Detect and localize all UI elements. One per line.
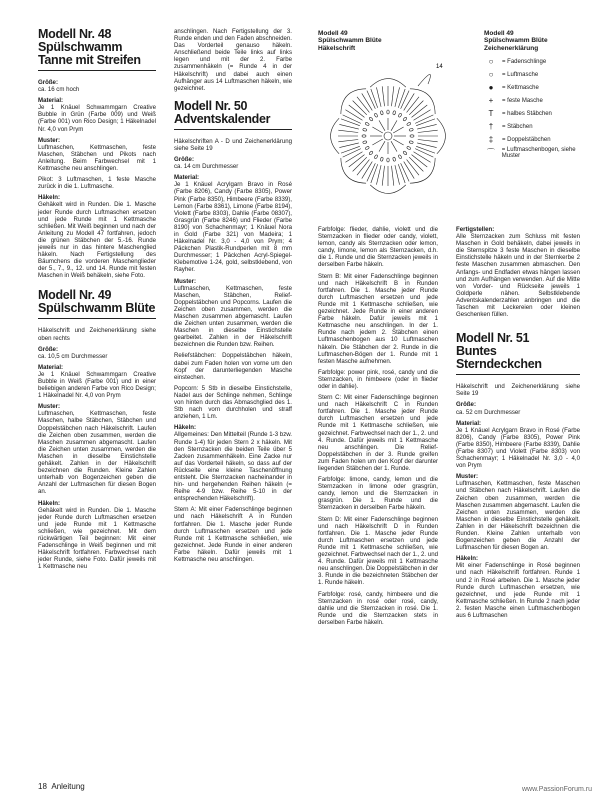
paragraph: Farbfolge: flieder, dahlie, violett und die Sternzacken in flieder oder candy, violett, lemon, candy als Sternzacken oder lemon, candy, limone, lemon als Sternzacken, d.h. die 1. Runde und die Sternzacken jeweils in derselben Farbe häkeln. bbox=[318, 226, 438, 269]
petal-stitch bbox=[404, 162, 414, 179]
chain-mark bbox=[409, 128, 413, 131]
chain-mark bbox=[406, 146, 411, 150]
petal-stitch bbox=[357, 160, 369, 176]
material: Material: Je 1 Knäuel Schwammgarn Creative Bubble in Grün (Farbe 009) und Weiß (Farbe 001) von Rico Design; 1 Häkelnadel Nr. 4,0 von Prym bbox=[38, 97, 156, 133]
material: Material: Je 1 Knäuel Schwammgarn Creative Bubble in Weiß (Farbe 001) und in einer beliebigen anderen Farbe von Rico Design; 1 Häkelnadel Nr. 4,0 von Prym bbox=[38, 363, 156, 400]
page-number: 18 bbox=[38, 782, 47, 791]
petal-stitch bbox=[338, 130, 358, 132]
petal-stitch bbox=[409, 157, 423, 171]
paragraph: Farbfolge: power pink, rosé, candy und die Sternzacken, in himbeere (oder in flieder oder in dahlie). bbox=[318, 368, 438, 390]
crochet: Häkeln: Allgemeines: Den Mittelteil (Runde 1-3 bzw. Runde 1-4) für jeden Stern 2 x häkeln. Mit den Sternzacken die beiden Teile über 5 Zacken zusammenhäkeln. Eine Zacke nur auf das Vorderteil häkeln, so dass auf der Rückseite eine kleine Taschenöffnung entsteht. Die Sternzacken nacheinander in hin- und hergehenden Reihen häkeln (= Reihe 4-9 bzw. Reihe 5-10 in der entsprechenden Häkelschrift). bbox=[174, 424, 292, 503]
petal-stitch bbox=[395, 87, 400, 106]
hanger-count: 14 bbox=[436, 64, 443, 70]
legend-item bbox=[484, 120, 594, 133]
legend-item bbox=[484, 133, 594, 146]
legend-symbol-icon: ● bbox=[488, 83, 494, 93]
title-line: Spülschwamm Blüte bbox=[484, 37, 548, 45]
title-line: Spülschwamm Blüte bbox=[318, 37, 382, 45]
legend-symbol-icon: ○ bbox=[488, 70, 494, 80]
pattern: Muster: Luftmaschen, Kettmaschen, feste Maschen, Stäbchen und Pikots nach Anleitung. Beim Farbwechsel mit 1 Kettmasche neu anschlingen. bbox=[38, 136, 156, 173]
model-49-title bbox=[38, 289, 156, 319]
petal-stitch bbox=[401, 163, 409, 181]
legend-item bbox=[484, 94, 594, 107]
chain-mark bbox=[398, 154, 402, 159]
legend-items bbox=[484, 55, 594, 159]
title-line: Buntes Sterndeckchen bbox=[456, 344, 542, 372]
paragraph: Farbfolge: rosé, candy, himbeere und die Sternzacken in rosé oder rosé, candy, dahlie und die Sternzacken in rosé. Die 1. Runde und die Sternzacken stets in derselben Farbe häkeln. bbox=[318, 590, 438, 626]
flower-chart bbox=[318, 56, 478, 211]
popcorn: Popcorn: 5 Stb in dieselbe Einstichstelle, Nadel aus der Schlinge nehmen, Schlinge von hinten durch das Abmaschglied des 1. Stb nach vorn durchholen und straff anziehen, 1 Lm. bbox=[174, 384, 292, 421]
petal-stitch bbox=[353, 101, 367, 115]
watermark: www.PassionForum.ru bbox=[521, 786, 592, 793]
diagram-title bbox=[318, 30, 478, 52]
legend-text: = Stäbchen bbox=[502, 123, 533, 130]
page-footer bbox=[38, 782, 85, 791]
petal-edge bbox=[331, 118, 340, 154]
petal-stitch bbox=[343, 115, 361, 123]
title-line: Spülschwamm Blüte bbox=[38, 301, 156, 316]
petal-stitch bbox=[414, 152, 431, 162]
petal-stitch bbox=[349, 155, 365, 167]
finishing: Fertigstellen: Alle Sternzacken zum Schluss mit festen Maschen in Gold behäkeln, dabei jeweils in die Sternspitze 3 feste Maschen in dieselbe Einstichstelle häkeln und in der Sternkerbe 2 feste Maschen zusammen abmaschen. Den Anfangs- und Endfaden etwas hängen lassen und zum Aufhängen verwenden. Auf die Mitte von Vorder- und Rückseite jeweils 1 Goldperle nähen. Selbstklebende Adventskalenderzahlen anbringen und die Taschen mit Leckereien oder kleinen Geschenken füllen. bbox=[456, 226, 580, 319]
legend-text: = Doppelstäbchen bbox=[502, 136, 551, 143]
petal-stitch bbox=[345, 110, 362, 120]
title-line: Zeichenerklärung bbox=[484, 44, 539, 52]
chain-mark bbox=[365, 122, 370, 126]
petal-stitch bbox=[416, 146, 435, 153]
legend-text: = Fadenschlinge bbox=[502, 58, 547, 65]
stitch-mark bbox=[379, 120, 385, 130]
chain-mark bbox=[369, 151, 374, 156]
title-line: Modell Nr. 51 bbox=[456, 331, 530, 346]
petal-stitch bbox=[412, 155, 428, 167]
picot: Pikot: 3 Luftmaschen, 1 feste Masche zurück in die 1. Luftmasche. bbox=[38, 176, 156, 191]
hanger-loop bbox=[418, 74, 430, 86]
legend-symbol-icon: † bbox=[488, 122, 494, 132]
stitch-mark bbox=[391, 120, 397, 130]
petal-stitch bbox=[376, 87, 381, 106]
paragraph: Stern C: Mit einer Fadenschlinge beginnen und nach Häkelschrift C in Runden fortfahren. Die 1. Masche jeder Runde durch Luftmaschen ersetzen und jede Runde mit 1 Kettmasche schließen, wie gezeichnet. Farbwechsel nach der 1., 2. und 4. Runde. Dafür jeweils mit 1 Kettmasche neu anschlingen. Die Relief-Doppelstäbchen in der 3. Runde greifen zum Faden holen um den Kopf der darunter liegenden Stäbchen der 1. Runde. bbox=[318, 394, 438, 472]
petal-stitch bbox=[398, 164, 405, 183]
column-4 bbox=[456, 226, 580, 623]
petal-stitch bbox=[401, 91, 409, 109]
chain-mark bbox=[409, 141, 413, 144]
petal-stitch bbox=[416, 119, 435, 126]
relief: Reliefstäbchen: Doppelstäbchen häkeln, dabei zum Faden holen von vorne um den Kopf der darunterliegenden Masche einstechen. bbox=[174, 352, 292, 381]
chain-mark bbox=[380, 111, 383, 115]
chain-mark bbox=[403, 151, 408, 156]
title-line: Modell 49 bbox=[318, 30, 348, 37]
chain-mark bbox=[410, 135, 414, 137]
material: Material: Je 1 Knäuel Acrylgarn Bravo in Rosé (Farbe 8206), Candy (Farbe 8305), Power Pink (Farbe 8350), Himbeere (Farbe 8339), Dahlie (Farbe 8307) und Violett (Farbe 8303) von Schachenmayr; 1 Häkelnadel Nr. 3,0 - 4,0 von Prym bbox=[456, 419, 580, 470]
chain-mark bbox=[362, 135, 366, 137]
legend-symbol-icon: ⌒ bbox=[486, 148, 495, 158]
petal-edge bbox=[437, 118, 446, 154]
stitch-mark bbox=[379, 141, 385, 151]
petal-stitch bbox=[415, 115, 433, 123]
subtitle: Häkelschriften A - D und Zeichenerklärung siehe Seite 19 bbox=[174, 137, 292, 152]
center-ring bbox=[384, 132, 392, 140]
chain-mark bbox=[403, 117, 408, 122]
size: Größe: ca. 16 cm hoch bbox=[38, 79, 80, 94]
petal-stitch bbox=[407, 160, 419, 176]
column-2 bbox=[174, 28, 292, 567]
column-3 bbox=[318, 226, 438, 630]
model-48-title bbox=[38, 28, 156, 71]
petal-stitch bbox=[339, 143, 358, 148]
legend-item bbox=[484, 55, 594, 68]
chain-mark bbox=[374, 113, 378, 118]
petal-edge bbox=[370, 79, 406, 88]
crochet: Häkeln: Gehäkelt wird in Runden. Die 1. Masche jeder Runde durch Luftmaschen ersetzen und jede Runde mit 1 Kettmasche schließen. Mit Weiß beginnen und nach der Anleitung zu Modell 47 fortfahren, jedoch die grünen Stäbchen der 5.-16. Runde jeweils nur in das hintere Maschenglied häkeln. Nach Fertigstellung des Bäumchens die vorderen Maschenglieder der 5., 7., 9., 12. und 14. Runde mit festen Maschen in Weiß behäkeln, siehe Foto. bbox=[38, 194, 156, 280]
legend-title bbox=[484, 30, 594, 52]
petal-stitch bbox=[367, 91, 375, 109]
legend-item bbox=[484, 68, 594, 81]
petal-stitch bbox=[362, 162, 372, 179]
chain-mark bbox=[398, 113, 402, 118]
title-line: Spülschwamm bbox=[38, 40, 123, 54]
petal-stitch bbox=[371, 89, 378, 108]
title-line: Tanne mit Streifen bbox=[38, 53, 141, 67]
petal-stitch bbox=[391, 86, 393, 106]
petal-stitch bbox=[404, 93, 414, 110]
paragraph: Farbfolge: limone, candy, lemon und die Sternzacken in limone oder grasgrün, candy, lemon und die Sternzacken in grasgrün. Die 1. Runde und die Sternzacken in derselben Farbe häkeln. bbox=[318, 476, 438, 512]
pattern: Muster: Luftmaschen, Kettmaschen, feste Maschen und Stäbchen nach Häkelschrift. Laufen die Zeichen oben zusammen, werden die Maschen zusammen abgemascht. Laufen die Zeichen unten zusammen, werden die Maschen in dieselbe Einstichstelle gehäkelt. Zahlen in der Häkelschrift bezeichnen die Runden. Kleine Zahlen unterhalb von Bogenzeichen geben die Anzahl der Luftmaschen für diesen Bogen an. bbox=[456, 473, 580, 552]
stitch-mark bbox=[372, 127, 382, 133]
stitch-mark bbox=[393, 127, 403, 133]
legend-item bbox=[484, 81, 594, 94]
petal-stitch bbox=[338, 139, 358, 141]
chain-mark bbox=[365, 146, 370, 150]
petal-stitch bbox=[376, 165, 381, 184]
petal-stitch bbox=[398, 89, 405, 108]
crochet: Häkeln: Mit einer Fadenschlinge in Rosé beginnen und nach Häkelschrift fortfahren. Runde 1 und 2 in Rosé arbeiten. Die 1. Masche jeder Runde durch Luftmaschen ersetzen, wie gezeichnet, und jede Runde mit 1 Kettmasche schließen. In Runde 2 nach jeder 2. festen Masche einen Luftmaschenbogen aus 6 Luftmaschen bbox=[456, 555, 580, 620]
legend-item bbox=[484, 146, 594, 159]
chain-mark bbox=[387, 158, 389, 162]
petal-stitch bbox=[382, 86, 384, 106]
legend-symbol-icon: ‡ bbox=[488, 135, 494, 145]
petal-stitch bbox=[412, 105, 428, 117]
pattern: Muster: Luftmaschen, Kettmaschen, feste Maschen, halbe Stäbchen, Stäbchen und Doppelstäbchen nach Häkelschrift. Laufen die Zeichen oben zusammen, werden die Maschen zusammen abgemascht. Laufen die Zeichen unten zusammen, werden die Maschen in dieselbe Einstichstelle gehäkelt. Zahlen in der Häkelschrift bezeichnen die Runden. Kleine Zahlen unterhalb von Bogenzeichen geben die Anzahl der Luftmaschen für diesen Bogen an. bbox=[38, 403, 156, 496]
legend-text: = feste Masche bbox=[502, 97, 543, 104]
subtitle: Häkelschrift und Zeichenerklärung siehe Seite 19 bbox=[456, 383, 580, 398]
petal-stitch bbox=[415, 149, 433, 157]
size: Größe: ca. 14 cm Durchmesser bbox=[174, 156, 239, 171]
petal-stitch bbox=[349, 105, 365, 117]
legend-symbol-icon: + bbox=[488, 96, 494, 106]
legend-text: = Kettmasche bbox=[502, 84, 539, 91]
stitch-mark bbox=[393, 139, 403, 145]
legend-text: = Luftmaschenbogen, siehe Muster bbox=[501, 146, 576, 159]
petal-stitch bbox=[391, 166, 393, 186]
petal-stitch bbox=[353, 157, 367, 171]
paragraph: Stern D: Mit einer Fadenschlinge beginnen und nach Häkelschrift D in Runden fortfahren. Die 1. Masche jeder Runde durch Luftmaschen ersetzen und jede Runde mit 1 Kettmasche schließen, wie gezeichnet. Farbwechsel nach der 1., 2. und 4. Runde. Dafür jeweils mit 1 Kettmasche neu anschlingen. Die Doppelstäbchen in der 3. Runde in die bezeichneten Stäbchen der 1. Runde häkeln. bbox=[318, 515, 438, 587]
title-line: Modell Nr. 50 bbox=[174, 98, 248, 113]
pattern: Muster: Luftmaschen, Kettmaschen, feste Maschen, Stäbchen, Relief-Doppelstäbchen und Popcorns. Laufen die Zeichen oben zusammen, werden die Maschen zusammen abgemascht. Laufen die Zeichen unten zusammen, werden die Maschen in dieselbe Einstichstelle gearbeitet. Zahlen in der Häkelschrift bezeichnen die Runden bzw. Reihen. bbox=[174, 277, 292, 349]
petal-stitch bbox=[417, 143, 436, 148]
paragraph: Stern B: Mit einer Fadenschlinge beginnen und nach Häkelschrift B in Runden fortfahren. Die 1. Masche jeder Runde durch Luftmaschen ersetzen und jede Runde mit 1 Kettmasche schließen, wie gezeichnet. Jede Runde in einer anderen Farbe häkeln. Dafür jeweils mit 1 Kettmasche neu anschlingen. In der 1. Runde nach jedem 2. Stäbchen einen Luftmaschenbogen aus 10 Luftmaschen häkeln. Die Stäbchen der 2. Runde in die Luftmaschen-Bögen der 1. Runde mit 1 festen Masche aufnehmen. bbox=[318, 272, 438, 365]
legend bbox=[484, 30, 594, 159]
chain-mark bbox=[393, 111, 396, 115]
title-line: Häkelschrift bbox=[318, 44, 356, 52]
title-line: Adventskalender bbox=[174, 111, 271, 126]
legend-text: = Luftmasche bbox=[502, 71, 539, 78]
chain-mark bbox=[380, 157, 383, 161]
model-51-title bbox=[456, 332, 580, 375]
title-line: Modell 49 bbox=[484, 30, 514, 37]
section-name: Anleitung bbox=[51, 782, 85, 791]
petal-stitch bbox=[409, 101, 423, 115]
petal-stitch bbox=[341, 146, 360, 153]
petal-stitch bbox=[407, 97, 419, 113]
chain-mark bbox=[374, 154, 378, 159]
legend-symbol-icon: ○ bbox=[488, 57, 494, 67]
title-line: Modell Nr. 48 bbox=[38, 27, 112, 41]
petal-stitch bbox=[371, 164, 378, 183]
stitch-mark bbox=[372, 139, 382, 145]
petal-stitch bbox=[382, 166, 384, 186]
petal-stitch bbox=[395, 165, 400, 184]
stitch-mark bbox=[391, 141, 397, 151]
petal-stitch bbox=[343, 149, 361, 157]
petal-stitch bbox=[362, 93, 372, 110]
chain-mark bbox=[406, 122, 411, 126]
petal-stitch bbox=[417, 124, 436, 129]
model-50-title bbox=[174, 100, 292, 130]
size: Größe: ca. 10,5 cm Durchmesser bbox=[38, 345, 108, 360]
chain-mark bbox=[387, 110, 389, 114]
petal-stitch bbox=[341, 119, 360, 126]
chain-mark bbox=[363, 141, 367, 144]
petal-stitch bbox=[367, 163, 375, 181]
continued-text: anschlingen. Nach Fertigstellung der 3. Runde enden und den Faden abschneiden. Das Vorderteil genauso häkeln. Anschließend beide Teile links auf links legen und mit der 2. Farbe zusammenhäkeln (= Runde 4 in der Häkelschrift) und dabei auch einen Aufhänger aus 14 Luftmaschen häkeln, wie gezeichnet. bbox=[174, 28, 292, 92]
petal-stitch bbox=[414, 110, 431, 120]
chain-mark bbox=[363, 128, 367, 131]
petal-stitch bbox=[418, 139, 438, 141]
chain-mark bbox=[393, 157, 396, 161]
chain-mark bbox=[369, 117, 374, 122]
petal-stitch bbox=[357, 97, 369, 113]
petal-edge bbox=[370, 185, 406, 194]
legend-text: = halbes Stäbchen bbox=[502, 110, 552, 117]
star-a: Stern A: Mit einer Fadenschlinge beginnen und nach Häkelschrift A in Runden fortfahren. Die 1. Masche jeder Runde durch Luftmaschen ersetzen und jede Runde mit 1 Kettmasche schließen, wie gezeichnet. Jede Runde in einer anderen Farbe häkeln. Dafür jeweils mit 1 Kettmasche neu anschlingen. bbox=[174, 506, 292, 563]
crochet-diagram bbox=[318, 30, 478, 220]
petal-stitch bbox=[345, 152, 362, 162]
size: Größe: ca. 52 cm Durchmesser bbox=[456, 401, 521, 416]
petal-stitch bbox=[418, 130, 438, 132]
legend-symbol-icon: T bbox=[488, 109, 494, 119]
title-line: Modell Nr. 49 bbox=[38, 288, 112, 303]
petal-stitch bbox=[339, 124, 358, 129]
subtitle: Häkelschrift und Zeichenerklärung siehe oben rechts bbox=[38, 327, 156, 342]
legend-item bbox=[484, 107, 594, 120]
column-1 bbox=[38, 28, 156, 574]
material: Material: Je 1 Knäuel Acrylgarn Bravo in Rosé (Farbe 8206), Candy (Farbe 8305), Power Pink (Farbe 8350), Himbeere (Farbe 8339), Lemon (Farbe 8361), Limone (Farbe 8194), Violett (Farbe 8303), Dahlie (Farbe 08307), Grasgrün (Farbe 8246) und Flieder (Farbe 8190) von Schachenmayr; 1 Knäuel Nora in Gold (Farbe 321) von Madeira; 1 Häkelnadel Nr. 3,0 - 4,0 von Prym; 4 Päckchen Plastik-Rundperlen mit 8 mm Durchmesser; 1 Päckchen Acryl-Spiegel-Klebemotive 1-24, gold, selbstklebend, von Rayher. bbox=[174, 174, 292, 274]
crochet: Häkeln: Gehäkelt wird in Runden. Die 1. Masche jeder Runde durch Luftmaschen ersetzen und jede Runde mit 1 Kettmasche schließen, wie gezeichnet. Mit dem rückwärtigen Teil beginnen: Mit einer Fadenschlinge in Weiß beginnen und mit Häkelschrift fortfahren. Farbwechsel nach jeder Runde, siehe Foto. Dafür jeweils mit 1 Kettmasche neu bbox=[38, 499, 156, 571]
